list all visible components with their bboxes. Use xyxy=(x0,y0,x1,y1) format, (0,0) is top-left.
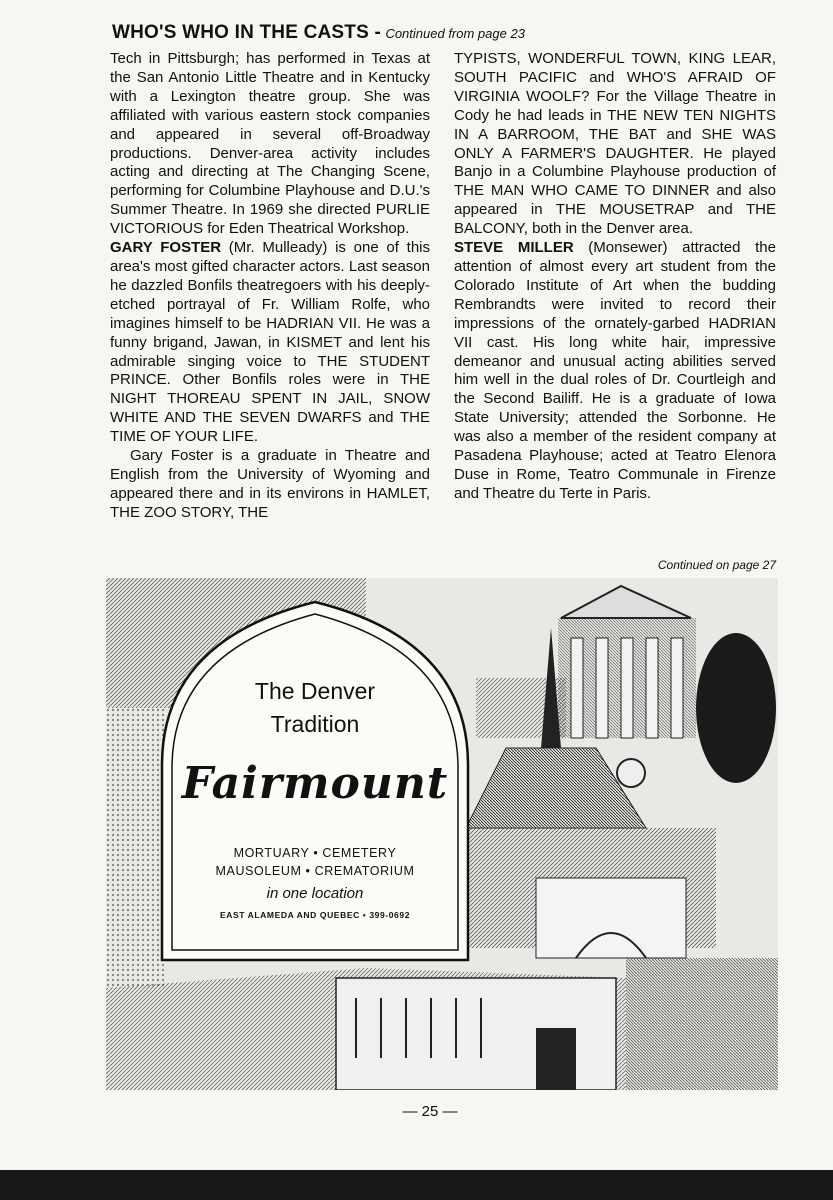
actor-name-steve-miller: STEVE MILLER xyxy=(454,239,574,257)
ad-services-line2: MAUSOLEUM • CREMATORIUM xyxy=(215,864,415,878)
paragraph-gary-foster-continued: TYPISTS, WONDERFUL TOWN, KING LEAR, SOUTH PACIFIC and WHO'S AFRAID OF VIRGINIA WOOLF? For the Village Theatre in Cody he had leads in THE NEW TEN NIGHTS IN A BARROOM, THE BAT and SHE WAS ONLY A FARMER'S DAUGHTER. He played Banjo in a Columbine Playhouse production of THE MAN WHO CAME TO DINNER and also appeared in THE MOUSETRAP and THE BALCONY, both in the Denver area. xyxy=(454,50,776,238)
fairmount-logo: Fairmount xyxy=(181,758,449,809)
page-header xyxy=(112,22,812,44)
ad-headline-line2: Tradition xyxy=(270,711,360,737)
left-column xyxy=(110,50,430,523)
paragraph-previous-bio: Tech in Pittsburgh; has performed in Texas at the San Antonio Little Theatre and in Kentucky with a Lexington theatre group. She was affiliated with various eastern stock companies and appeared in several off-Broadway productions. Denver-area activity includes acting and directing at The Changing Scene, performing for Columbine Playhouse and D.U.'s Summer Theatre. In 1969 she directed PURLIE VICTORIOUS for Eden Theatrical Workshop. xyxy=(110,50,430,238)
ad-location-tagline: in one location xyxy=(266,885,364,902)
bio-text-gary-foster: (Mr. Mulleady) is one of this area's most gifted character actors. Last season he dazzled Bonfils theatregoers with his deeply-etched portrayal of Fr. William Rolfe, who imagines himself to be HADRIAN VII. He was a funny brigand, Jawan, in KISMET and lent his admirable singing voice to THE STUDENT PRINCE. Other Bonfils roles were in THE NIGHT THOREAU SPENT IN JAIL, SNOW WHITE AND THE SEVEN DWARFS and THE TIME OF YOUR LIFE. xyxy=(110,239,430,446)
page-number: — 25 — xyxy=(402,1103,458,1120)
continued-from-label: Continued from page 23 xyxy=(385,26,525,41)
right-column xyxy=(454,50,776,504)
actor-name-gary-foster: GARY FOSTER xyxy=(110,239,222,257)
paragraph-steve-miller xyxy=(454,239,776,504)
scan-edge-bar xyxy=(0,1170,833,1200)
paragraph-gary-foster-education: Gary Foster is a graduate in Theatre and English from the University of Wyoming and appeared there and in its environs in HAMLET, THE ZOO STORY, THE xyxy=(110,447,430,521)
continued-on-label: Continued on page 27 xyxy=(657,558,776,572)
ad-services-line1: MORTUARY • CEMETERY xyxy=(233,846,397,860)
bio-text-steve-miller: (Monsewer) attracted the attention of almost every art student from the Colorado Institute of Art when the budding Rembrandts were invited to record their impressions of the ornately-garbed HADRIAN VII cast. His long white hair, impressive demeanor and unusual acting abilities served him well in the dual roles of Dr. Courtleigh and the Second Bailiff. He is a graduate of Iowa State University; attended the Sorbonne. He was also a member of the resident company at Pasadena Playhouse; acted at Teatro Elenora Duse in Rome, Teatro Communale in Firenze and Theatre du Terte in Paris. xyxy=(454,239,776,502)
paragraph-gary-foster xyxy=(110,239,430,447)
fairmount-advertisement xyxy=(106,578,778,1090)
ad-headline-line1: The Denver xyxy=(254,678,376,704)
section-title: WHO'S WHO IN THE CASTS - xyxy=(112,22,381,43)
ad-address: EAST ALAMEDA AND QUEBEC • 399-0692 xyxy=(219,910,411,920)
